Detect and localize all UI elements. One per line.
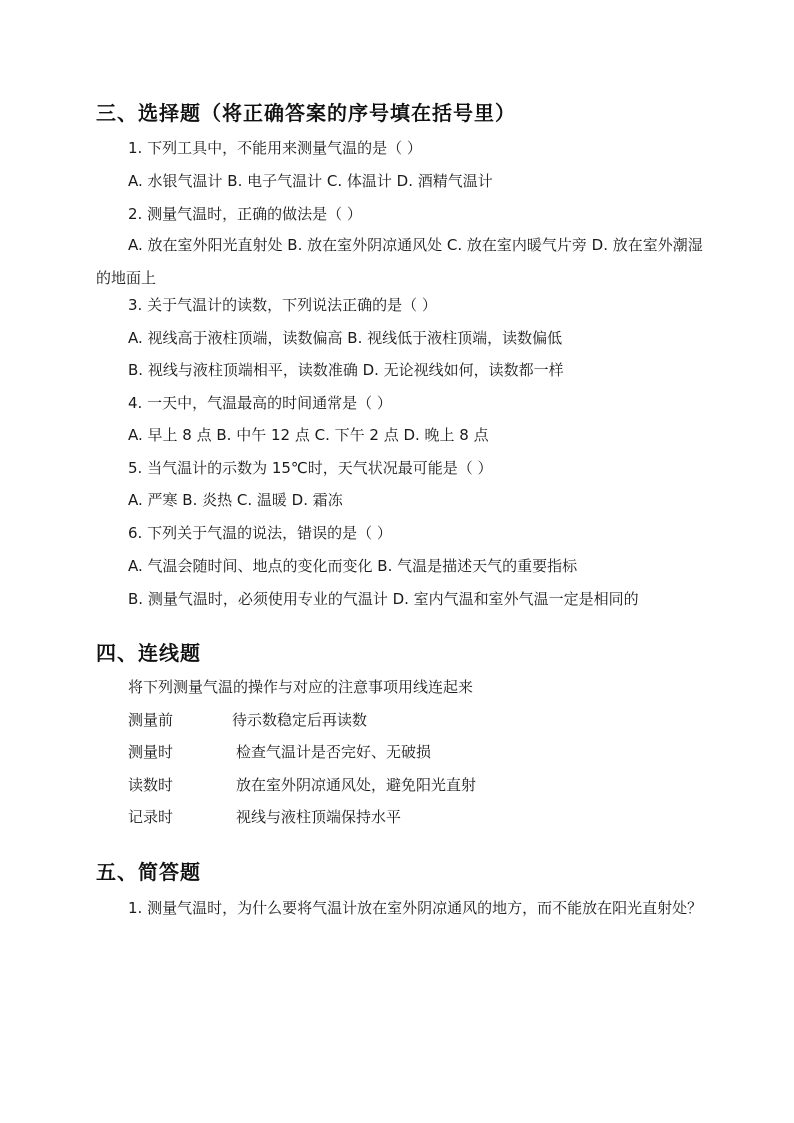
question-5-options: A. 严寒 B. 炎热 C. 温暖 D. 霜冻 [128, 491, 343, 509]
matching-right-item: 检查气温计是否完好、无破损 [236, 743, 432, 761]
question-3-options-a: A. 视线高于液柱顶端，读数偏高 B. 视线低于液柱顶端，读数偏低 [128, 329, 563, 347]
question-2: 2. 测量气温时，正确的做法是（ ） [128, 205, 362, 223]
matching-left-item: 测量时 [128, 743, 174, 761]
question-4: 4. 一天中，气温最高的时间通常是（ ） [128, 394, 392, 412]
question-2-options: A. 放在室外阳光直射处 B. 放在室外阴凉通风处 C. 放在室内暖气片旁 D. 放在室外潮湿的地面上 [96, 236, 703, 287]
matching-row [128, 709, 367, 730]
section-title-matching: 四、连线题 [96, 641, 201, 665]
section-title-choice: 三、选择题（将正确答案的序号填在括号里） [96, 101, 516, 125]
question-6-options-a: A. 气温会随时间、地点的变化而变化 B. 气温是描述天气的重要指标 [128, 557, 578, 575]
question-6: 6. 下列关于气温的说法，错误的是（ ） [128, 524, 392, 542]
matching-left-item: 记录时 [128, 808, 174, 826]
matching-right-item: 待示数稳定后再读数 [232, 711, 368, 729]
question-4-options: A. 早上 8 点 B. 中午 12 点 C. 下午 2 点 D. 晚上 8 点 [128, 426, 489, 444]
question-3-options-b: B. 视线与液柱顶端相平，读数准确 D. 无论视线如何，读数都一样 [128, 361, 564, 379]
matching-right-item: 放在室外阴凉通风处，避免阳光直射 [236, 776, 477, 794]
matching-row [128, 741, 431, 762]
question-1: 1. 下列工具中，不能用来测量气温的是（ ） [128, 139, 422, 157]
question-3: 3. 关于气温计的读数，下列说法正确的是（ ） [128, 296, 437, 314]
matching-left-item: 测量前 [128, 711, 174, 729]
matching-instruction: 将下列测量气温的操作与对应的注意事项用线连起来 [128, 678, 474, 696]
matching-left-item: 读数时 [128, 776, 174, 794]
question-6-options-b: B. 测量气温时，必须使用专业的气温计 D. 室内气温和室外气温一定是相同的 [128, 590, 639, 608]
matching-row [128, 774, 476, 795]
matching-row [128, 806, 401, 827]
question-5: 5. 当气温计的示数为 15℃时，天气状况最可能是（ ） [128, 459, 493, 477]
question-1-options: A. 水银气温计 B. 电子气温计 C. 体温计 D. 酒精气温计 [128, 172, 493, 190]
section-title-short-answer: 五、简答题 [96, 860, 201, 884]
short-answer-question-1: 1. 测量气温时，为什么要将气温计放在室外阴凉通风的地方，而不能放在阳光直射处？ [128, 899, 703, 917]
matching-right-item: 视线与液柱顶端保持水平 [236, 808, 402, 826]
